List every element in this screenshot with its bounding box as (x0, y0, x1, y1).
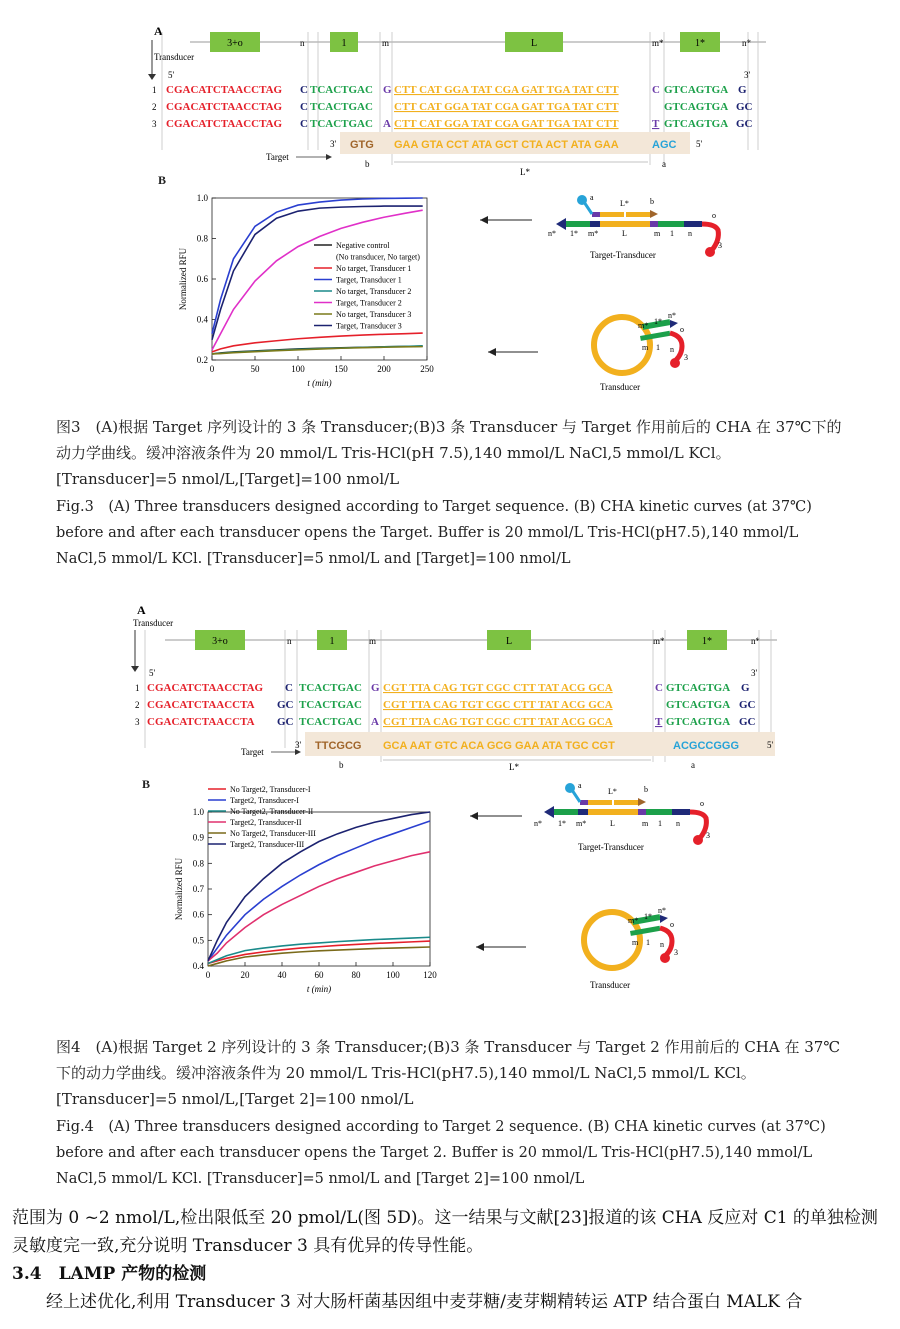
y-tick-label: 0.8 (192, 858, 204, 869)
strand-navy (578, 809, 588, 815)
legend-entry: No target, Transducer 3 (336, 310, 412, 319)
spacer-base: T (655, 716, 663, 728)
spacer-base: G (371, 682, 380, 694)
label-b: b (644, 785, 648, 794)
fig4-seq-row (135, 682, 750, 694)
label-m: m (642, 819, 649, 828)
x-tick-label: 40 (277, 970, 287, 980)
y-tick-label: 0.5 (192, 935, 204, 946)
stem-arrow-icon (670, 320, 678, 328)
fig4-target-five: 5' (767, 740, 774, 750)
x-tick-label: 100 (291, 364, 305, 374)
fig4-domain-L: L (505, 636, 513, 647)
strand-yellow (614, 800, 638, 805)
tail-bases: GC (739, 699, 756, 711)
x-tick-label: 20 (240, 970, 250, 980)
x-tick-label: 250 (420, 364, 434, 374)
x-axis-label: t (min) (306, 984, 332, 994)
legend-entry: No target, Transducer 2 (336, 287, 412, 296)
row-number: 3 (135, 717, 140, 727)
label-m: m (654, 229, 661, 238)
fig4-target-a: ACGCCGGG (673, 740, 739, 752)
x-tick-label: 100 (386, 970, 400, 980)
fig3-seq-row (152, 84, 747, 96)
body-text (12, 1204, 888, 1316)
junction-base: GC (277, 716, 294, 728)
label-mstar: m* (588, 229, 599, 238)
spacer-base: T (652, 118, 660, 130)
strand-green (658, 221, 684, 227)
junction-base: C (300, 84, 308, 96)
x-axis-label: t (min) (307, 378, 332, 388)
label-1: 1 (670, 229, 674, 238)
green-domain: GTCAGTGA (664, 84, 729, 96)
fig4-caption-en: Fig.4 (A) Three transducers designed according to Target 2 sequence. (B) CHA kinetic curves (at 37℃) before and after each transducer opens the Target 2. Buffer is 20 mmol/L Tris-HCl(pH7.5),140 mmol/L NaCl,5 mmol/L KCl. [Transducer]=5 nmol/L and [Target 2]=100 nmol/L (56, 1119, 826, 1187)
y-tick-label: 0.4 (192, 961, 204, 971)
junction-base: GC (277, 699, 294, 711)
yellow-domain: CTT CAT GGA TAT CGA GAT TGA TAT CTT (394, 118, 619, 130)
red-domain: CGACATCTAACCTA (147, 699, 255, 711)
target-transducer-caption: Target-Transducer (578, 842, 644, 852)
strand-purple (592, 212, 600, 217)
fig4-marker-mstar: m* (653, 636, 665, 646)
stem-arrow-icon (660, 915, 668, 923)
green-domain: TCACTGAC (310, 84, 373, 96)
label-1star: 1* (654, 317, 662, 326)
strand-yellow (600, 212, 624, 217)
fig3-marker-n: n (300, 38, 305, 48)
fig3-domain-1: 1 (341, 38, 347, 49)
fig4-marker-m: m (369, 636, 377, 646)
fig3-target-a: AGC (652, 139, 677, 151)
x-tick-label: 200 (377, 364, 391, 374)
y-tick-label: 1.0 (196, 193, 208, 203)
spacer-base: A (383, 118, 391, 130)
green-domain: TCACTGAC (299, 716, 362, 728)
fig3-schematics (470, 190, 760, 400)
y-tick-label: 0.2 (196, 355, 208, 365)
x-tick-label: 150 (334, 364, 348, 374)
label-lstar: L* (620, 199, 629, 208)
fluorophore-icon (660, 953, 670, 963)
fig3-a-label: A (154, 24, 163, 38)
fluorophore-icon (705, 247, 715, 257)
fig4-target-b: TTCGCG (315, 740, 362, 752)
fluorophore-icon (670, 358, 680, 368)
x-tick-label: 0 (209, 364, 215, 374)
yellow-domain: CGT TTA CAG TGT CGC CTT TAT ACG GCA (383, 682, 613, 694)
fig3-region-b: b (365, 159, 370, 169)
fig4-region-l: L* (509, 762, 519, 772)
target-transducer-caption: Target-Transducer (590, 250, 656, 260)
strand-green (554, 809, 578, 815)
quencher-icon (565, 783, 575, 793)
strand-arrow-icon (556, 218, 566, 230)
strand-navy (684, 221, 702, 227)
section-heading: 3.4 LAMP 产物的检测 (12, 1264, 207, 1284)
legend-entry: Target2, Transducer-III (230, 840, 305, 849)
green-domain: GTCAGTGA (666, 699, 731, 711)
fig4-region-b: b (339, 760, 344, 770)
fig3-target-five: 5' (696, 139, 703, 149)
y-tick-label: 0.4 (196, 314, 208, 325)
tail-bases: GC (736, 101, 753, 113)
strand-yellow (600, 221, 650, 227)
label-o: o (670, 920, 674, 929)
label-n: n (676, 819, 680, 828)
legend-entry: No Target2, Transducer-II (230, 807, 314, 816)
spacer-base: C (655, 682, 663, 694)
red-domain: CGACATCTAACCTAG (166, 118, 283, 130)
transducer-caption: Transducer (600, 382, 641, 392)
legend-entry: Target2, Transducer-I (230, 796, 299, 805)
fig4-five-prime: 5' (149, 668, 156, 678)
fig4-marker-n: n (287, 636, 292, 646)
fig3-panel-b-label: B (158, 173, 167, 187)
fig4-domain-3o: 3+o (212, 636, 228, 647)
green-domain: GTCAGTGA (666, 716, 731, 728)
y-tick-label: 0.9 (192, 832, 204, 843)
junction-base: C (285, 682, 293, 694)
fig3-region-l: L* (520, 167, 530, 177)
x-tick-label: 80 (351, 970, 361, 980)
junction-base: C (300, 101, 308, 113)
fig3-five-prime: 5' (168, 70, 175, 80)
row-number: 3 (152, 119, 157, 129)
fig4-panel-a (125, 602, 785, 772)
label-mstar: m* (628, 916, 639, 925)
label-nstar: n* (548, 229, 556, 238)
red-domain: CGACATCTAACCTAG (147, 682, 264, 694)
fig3-target-label: Target (266, 152, 289, 162)
label-lstar: L* (608, 787, 617, 796)
row-number: 1 (135, 683, 140, 693)
fig3-seq-row (152, 118, 753, 130)
y-tick-label: 1.0 (192, 807, 204, 817)
fig3-domain-1star: 1* (695, 38, 705, 49)
fig3-target-arrow-head (326, 154, 332, 160)
fig4-arrow-bottom-head (476, 943, 484, 951)
legend-entry: (No transducer, No target) (336, 252, 420, 262)
strand-navy (590, 221, 600, 227)
fig3-three-prime: 3' (744, 70, 751, 80)
label-L: L (610, 819, 615, 828)
fig4-region-a: a (691, 760, 695, 770)
strand-yellow (626, 212, 650, 217)
legend-entry: No target, Transducer 1 (336, 264, 412, 273)
strand-purple (650, 221, 658, 227)
strand-green (566, 221, 590, 227)
strand-red-hairpin (690, 812, 706, 838)
label-a: a (590, 193, 594, 202)
fig4-domain-1: 1 (329, 636, 335, 647)
fig3-arrow-bottom-head (488, 348, 496, 356)
y-tick-label: 0.6 (192, 909, 204, 920)
strand-green (646, 809, 672, 815)
label-o: o (712, 211, 716, 220)
x-tick-label: 50 (250, 364, 260, 374)
fig4-seq-row (135, 716, 756, 728)
red-domain: CGACATCTAACCTAG (166, 84, 283, 96)
tail-bases: GC (739, 716, 756, 728)
fig4-marker-nstar: n* (751, 636, 760, 646)
label-1star: 1* (558, 819, 566, 828)
yellow-domain: CTT CAT GGA TAT CGA GAT TGA TAT CTT (394, 84, 619, 96)
tail-bases: G (741, 682, 750, 694)
y-tick-label: 0.7 (192, 884, 204, 894)
green-domain: TCACTGAC (299, 682, 362, 694)
label-nstar: n* (668, 311, 676, 320)
transducer-caption: Transducer (590, 980, 631, 990)
label-b: b (650, 197, 654, 206)
body-paragraph-2: 经上述优化,利用 Transducer 3 对大肠杆菌基因组中麦芽糖/麦芽糊精转运 ATP 结合蛋白 MALK 合 (46, 1292, 803, 1312)
x-tick-label: 120 (423, 970, 437, 980)
strand-purple (638, 809, 646, 815)
label-1: 1 (658, 819, 662, 828)
fluorophore-icon (693, 835, 703, 845)
label-o: o (680, 325, 684, 334)
row-number: 1 (152, 85, 157, 95)
green-domain: GTCAGTGA (664, 101, 729, 113)
strand-yellow (588, 800, 612, 805)
legend-entry: Target, Transducer 2 (336, 298, 402, 308)
green-domain: TCACTGAC (299, 699, 362, 711)
label-1: 1 (656, 343, 660, 352)
yellow-domain: CTT CAT GGA TAT CGA GAT TGA TAT CTT (394, 101, 619, 113)
fig4-a-label: A (137, 603, 146, 617)
y-tick-label: 0.8 (196, 233, 208, 244)
spacer-base: C (652, 84, 660, 96)
label-L: L (622, 229, 627, 238)
label-1: 1 (646, 938, 650, 947)
label-m: m (642, 343, 649, 352)
label-1star: 1* (644, 912, 652, 921)
brown-arrow-icon (650, 210, 658, 218)
strand-red-hairpin (702, 224, 718, 250)
fig4-caption-zh: 图4 (A)根据 Target 2 序列设计的 3 条 Transducer;(B)3 条 Transducer 与 Target 2 作用前后的 CHA 在 37℃下的动力学曲线。缓冲溶液条件为 20 mmol/L Tris-HCl(pH7.5),140 mmol/L NaCl,5 mmol/L KCl。[Transducer]=5 nmol/L,[Target 2]=100 nmol/L (56, 1038, 841, 1108)
x-tick-label: 60 (314, 970, 324, 980)
fig4-caption (56, 1034, 846, 1192)
fig4-kinetic-chart (160, 780, 450, 1000)
fig3-domain-3o: 3+o (227, 38, 243, 49)
fig3-caption-en: Fig.3 (A) Three transducers designed according to Target sequence. (B) CHA kinetic curves (at 37℃) before and after each transducer opens the Target. Buffer is 20 mmol/L Tris-HCl(pH7.5),140 mmol/L NaCl,5 mmol/L KCl. [Transducer]=5 nmol/L and [Target]=100 nmol/L (56, 499, 812, 567)
fig3-down-arrow-head (148, 74, 156, 80)
fig3-arrow-top-head (480, 216, 488, 224)
green-domain: TCACTGAC (310, 101, 373, 113)
y-axis-label: Normalized RFU (174, 857, 184, 921)
legend-entry: No Target2, Transducer-I (230, 785, 311, 794)
fig3-marker-m: m (382, 38, 390, 48)
fig3-target-three: 3' (330, 139, 337, 149)
fig3-caption (56, 414, 846, 572)
fig4-down-arrow-head (131, 666, 139, 672)
fig4-target-three: 3' (295, 740, 302, 750)
row-number: 2 (135, 700, 140, 710)
label-m: m (632, 938, 639, 947)
spacer-base: G (383, 84, 392, 96)
yellow-domain: CGT TTA CAG TGT CGC CTT TAT ACG GCA (383, 699, 613, 711)
label-3: 3 (674, 948, 678, 957)
fig4-target-l: GCA AAT GTC ACA GCG GAA ATA TGC CGT (383, 740, 615, 752)
label-nstar: n* (534, 819, 542, 828)
fig4-transducer-label: Transducer (133, 618, 174, 628)
legend-entry: Target, Transducer 1 (336, 275, 402, 285)
fig4-target-label: Target (241, 747, 264, 757)
label-n: n (688, 229, 692, 238)
fig3-target-l: GAA GTA CCT ATA GCT CTA ACT ATA GAA (394, 139, 619, 151)
label-a: a (578, 781, 582, 790)
fig3-target-b: GTG (350, 139, 374, 151)
green-domain: GTCAGTGA (666, 682, 731, 694)
junction-base: C (300, 118, 308, 130)
quencher-icon (577, 195, 587, 205)
fig3-caption-zh: 图3 (A)根据 Target 序列设计的 3 条 Transducer;(B)3 条 Transducer 与 Target 作用前后的 CHA 在 37℃下的动力学曲线。缓冲溶液条件为 20 mmol/L Tris-HCl(pH 7.5),140 mmol/L NaCl,5 mmol/L KCl。[Transducer]=5 nmol/L,[Target]=100 nmol/L (56, 418, 842, 488)
label-n: n (670, 345, 674, 354)
label-1star: 1* (570, 229, 578, 238)
fig4-arrow-top-head (470, 812, 478, 820)
red-domain: CGACATCTAACCTAG (166, 101, 283, 113)
fig4-seq-row (135, 699, 756, 711)
y-tick-label: 0.6 (196, 274, 208, 284)
strand-purple (580, 800, 588, 805)
label-mstar: m* (638, 321, 649, 330)
fig4-schematics (460, 780, 760, 1000)
fig3-transducer-label: Transducer (154, 52, 195, 62)
x-tick-label: 0 (205, 970, 211, 980)
fig3-kinetic-chart (170, 186, 450, 396)
label-3: 3 (718, 241, 722, 250)
label-nstar: n* (658, 906, 666, 915)
body-paragraph-1: 范围为 0 ~2 nmol/L,检出限低至 20 pmol/L(图 5D)。这一结果与文献[23]报道的该 CHA 反应对 C1 的单独检测灵敏度完一致,充分说明 Transducer 3 具有优异的传导性能。 (12, 1208, 878, 1256)
tail-bases: GC (736, 118, 753, 130)
green-domain: GTCAGTGA (664, 118, 729, 130)
row-number: 2 (152, 102, 157, 112)
label-3: 3 (706, 831, 710, 840)
fig3-seq-row (152, 101, 753, 113)
label-n: n (660, 940, 664, 949)
fig3-marker-nstar: n* (742, 38, 751, 48)
red-domain: CGACATCTAACCTA (147, 716, 255, 728)
legend-entry: Target, Transducer 3 (336, 321, 402, 331)
fig3-region-a: a (662, 159, 666, 169)
spacer-base: A (371, 716, 379, 728)
strand-arrow-icon (544, 806, 554, 818)
series-line (208, 852, 430, 961)
fig3-domain-L: L (530, 38, 538, 49)
green-domain: TCACTGAC (310, 118, 373, 130)
tail-bases: G (738, 84, 747, 96)
brown-arrow-icon (638, 798, 646, 806)
y-axis-label: Normalized RFU (178, 247, 188, 311)
legend-entry: Target2, Transducer-II (230, 818, 302, 827)
fig3-panel-a (140, 20, 780, 180)
label-3: 3 (684, 353, 688, 362)
legend-entry: Negative control (336, 241, 390, 250)
fig4-panel-b-label: B (142, 777, 151, 791)
strand-yellow (588, 809, 638, 815)
fig4-three-prime: 3' (751, 668, 758, 678)
fig4-domain-1star: 1* (702, 636, 712, 647)
yellow-domain: CGT TTA CAG TGT CGC CTT TAT ACG GCA (383, 716, 613, 728)
fig3-marker-mstar: m* (652, 38, 664, 48)
legend-entry: No Target2, Transducer-III (230, 829, 316, 838)
strand-navy (672, 809, 690, 815)
label-mstar: m* (576, 819, 587, 828)
label-o: o (700, 799, 704, 808)
